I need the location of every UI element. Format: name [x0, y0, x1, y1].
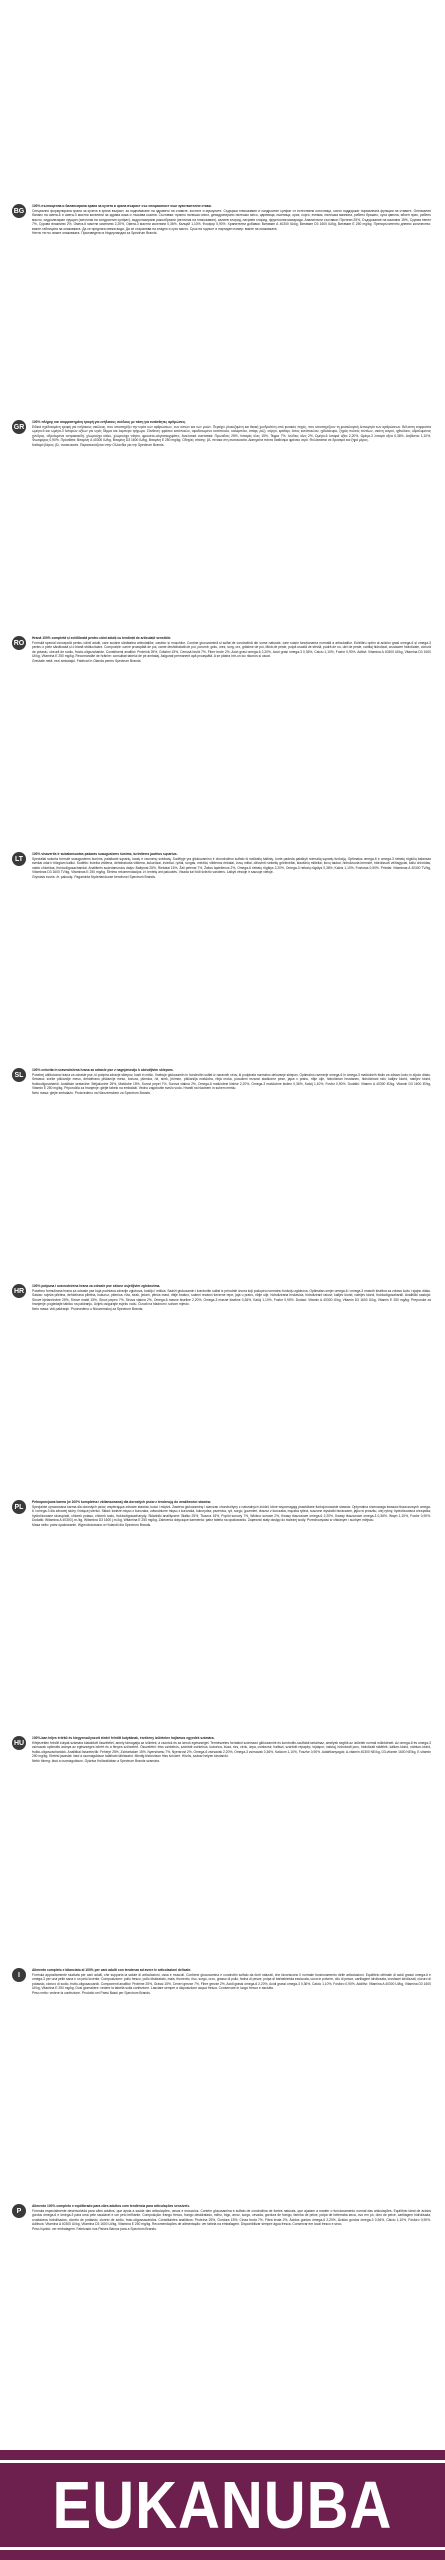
section-gr: [0, 420, 445, 632]
section-text: [32, 1968, 431, 2198]
section-body: Specialiai sukurta formulė suaugusiems šunims, palaikanti sąnarių, kaulų ir raumenų sveikatą. Sudėtyje yra gliukozamino ir chondroitino sulfato iš natūralių šaltinių, kurie padeda palaikyti normalią sąnarių funkciją. Optimalus omega-6 ir omega-3 riebalų rūgščių balansas sveikai odai ir blizgiam kailiui. Sudėtis: šviežia vištiena, dehidratuota vištiena, kukurūzai, kviečiai, ryžiai, sorgas, miežiai, vištienos riebalai, žuvų miltai, džiovinti runkelių griežinėliai, kiaušinių milteliai, žuvų taukai, hidrolizuota kremzlė, hidrolizuoti vėžiagyviai, kalio chloridas, natrio chloridas, fruktooligosacharidai. Analitinės sudedamosios dalys: Baltymai 25%, Riebalai 15%, Žali pelenai 7%, Žalios ląstelienos 2%, Omega-6 riebalų rūgštys 2,20%, Omega-3 riebalų rūgštys 0,36%, Kalcis 1,10%, Fosforas 0,90%. Priedai: Vitaminas A 40300 TV/kg, Vitaminas D3 1600 TV/kg, Vitaminas E 250 mg/kg. Šėrimo rekomendacijos: žr. lentelę ant pakuotės. Visada turi būti šviežio vandens. Laikyti vėsioje ir sausoje vietoje.: [32, 856, 431, 875]
section-body: Fórmula especialmente desenvolvida para cães adultos, que apoia a saúde das articulações, ossos e músculos. Contém glucosamina e sulfato de condroitina de fontes naturais, que ajudam a manter o funcionamento normal das articulações. Equilíbrio ideal de ácidos gordos ómega-6 e ómega-3 para uma pele saudável e um pelo brilhante. Composição: frango fresco, frango desidratado, milho, trigo, arroz, sorgo, cevada, gordura de frango, farinha de peixe, polpa de beterraba seca, ovo em pó, óleo de peixe, cartilagem hidrolisada, crustáceos hidrolisados, cloreto de potássio, cloreto de sódio, fruto-oligossacáridos. Constituintes analíticos: Proteína 25%, Gordura 15%, Cinza bruta 7%, Fibra bruta 2%, Ácidos gordos ómega-6 2,20%, Ácidos gordos ómega-3 0,36%, Cálcio 1,10%, Fósforo 0,90%. Aditivos: Vitamina A 40300 UI/kg, Vitamina D3 1600 UI/kg, Vitamina E 250 mg/kg. Recomendações de alimentação: ver tabela na embalagem. Disponibilizar sempre água fresca. Conservar em local fresco e seco.: [32, 2208, 431, 2227]
section-text: [32, 636, 431, 848]
section-headline: Alimento 100% completo e equilibrado para cães adultos com tendência para articulações sensíveis.: [32, 2204, 190, 2208]
section-headline: Hrană 100% completă și echilibrată pentru câini adulți cu tendință de articulații sensibile.: [32, 636, 172, 640]
brand-stripe-top: [0, 2460, 445, 2463]
section-text: [32, 1284, 431, 1496]
section-footer: Greutate netă: vezi ambalajul. Fabricat în Olanda pentru Spectrum Brands.: [32, 658, 142, 663]
section-headline: Alimento completo e bilanciato al 100% per cani adulti con tendenza ad avere le articolazioni delicate.: [32, 1968, 192, 1972]
section-hu: [0, 1736, 445, 1962]
language-badge: HU: [12, 1736, 26, 1750]
section-headline: 100% potpuna i uravnotežena hrana za odrasle pse sklone osjetljivim zglobovima.: [32, 1284, 161, 1288]
section-text: [32, 1736, 431, 1962]
section-pt: [0, 2204, 445, 2440]
section-body: Specjalnie opracowana karma dla dorosłych psów, wspierająca zdrowie stawów, kości i mięśni. Zawiera glukozaminę i siarczan chondroityny z naturalnych źródeł, które wspomagają prawidłowe funkcjonowanie stawów. Optymalna równowaga kwasów tłuszczowych omega-6 i omega-3 dla zdrowej skóry i lśniącej sierści. Skład: świeże mięso z kurczaka, odwodnione mięso z kurczaka, kukurydza, pszenica, ryż, sorgo, jęczmień, tłuszcz z kurczaka, mączka rybna, suszone wysłodki buraczane, jajko w proszku, olej rybny, hydrolizowana chrząstka, hydrolizowane skorupiaki, chlorek potasu, chlorek sodu, fruktooligosacharydy. Składniki analityczne: Białko 25%, Tłuszcz 15%, Popiół surowy 7%, Włókno surowe 2%, Kwasy tłuszczowe omega-6 2,20%, Kwasy tłuszczowe omega-3 0,36%, Wapń 1,10%, Fosfor 0,90%. Dodatki: Witamina A 40300 j.m./kg, Witamina D3 1600 j.m./kg, Witamina E 250 mg/kg. Zalecenia dotyczące karmienia: patrz tabela na opakowaniu. Zapewnić stały dostęp do świeżej wody. Przechowywać w chłodnym i suchym miejscu.: [32, 1504, 431, 1523]
section-sl: [0, 1068, 445, 1280]
section-footer: Grynasis svoris: žr. pakuotę. Pagaminta Nyderlanduose bendrovei Spectrum Brands.: [32, 874, 156, 879]
section-pl: [0, 1500, 445, 1730]
section-footer: Neto masa: vidi pakiranje. Proizvedeno u Nizozemskoj za Spectrum Brands.: [32, 1306, 144, 1311]
section-headline: 100%-ban teljes értékű és kiegyensúlyozott eledel felnőtt kutyáknak, érzékeny ízületekre hajlamos egyedek számára.: [32, 1736, 215, 1740]
section-footer: Masa netto: patrz opakowanie. Wyprodukowano w Holandii dla Spectrum Brands.: [32, 1522, 152, 1527]
section-body: Kifejezetten felnőtt kutyák számára kialakított összetétel, amely támogatja az ízületek, a csontok és az izmok egészségét. Természetes forrásból származó glükózamint és kondroitin-szulfátot tartalmaz, amelyek segítik az ízületek normál működését. Az omega-6 és omega-3 zsírsavak optimális aránya az egészséges bőrért és a fényes szőrzetért. Összetétel: friss csirkehús, szárított csirkehús, kukorica, búza, rizs, cirok, árpa, csirkezsír, halliszt, szárított répapép, tojáspor, halolaj, hidrolizált porc, hidrolizált rákfélék, kálium-klorid, nátrium-klorid, frukto-oligoszacharidok. Analitikai összetevők: Fehérje 25%, Zsírtartalom 15%, Nyershamu 7%, Nyersrost 2%, Omega-6 zsírsavak 2,20%, Omega-3 zsírsavak 0,36%, Kalcium 1,10%, Foszfor 0,90%. Adalékanyagok: A-vitamin 40300 NE/kg, D3-vitamin 1600 NE/kg, E-vitamin 250 mg/kg. Etetési javaslat: lásd a csomagoláson található táblázatot. Mindig biztosítson friss ivóvizet. Hűvös, száraz helyen tárolandó.: [32, 1740, 431, 1759]
section-ro: [0, 636, 445, 848]
section-text: [32, 2204, 431, 2440]
section-text: [32, 852, 431, 1064]
section-text: [32, 420, 431, 632]
section-body: Formulă special concepută pentru câinii adulți, care susține sănătatea articulațiilor, oaselor și mușchilor. Conține glucozamină și sulfat de condroitină din surse naturale, care susțin funcționarea normală a articulațiilor. Echilibru optim al acizilor grași omega-6 și omega-3 pentru o piele sănătoasă și o blană strălucitoare. Compoziție: carne proaspătă de pui, carne deshidratată de pui, porumb, grâu, orez, sorg, orz, grăsime de pui, făină de pește, pulpă uscată de sfeclă, pudră de ou, ulei de pește, cartilaj hidrolizat, crustacee hidrolizate, clorură de potasiu, clorură de sodiu, fructo-oligozaharide. Constituenți analitici: Proteină 25%, Grăsimi 15%, Cenușă brută 7%, Fibre brute 2%, Acizi grași omega-6 2,20%, Acizi grași omega-3 0,36%, Calciu 1,10%, Fosfor 0,90%. Aditivi: Vitamina A 40300 UI/kg, Vitamina D3 1600 UI/kg, Vitamina E 250 mg/kg. Recomandări de hrănire: consultați tabelul de pe ambalaj. Asigurați permanent apă proaspătă. A se păstra într-un loc răcoros și uscat.: [32, 640, 431, 659]
section-text: [32, 1068, 431, 1280]
language-badge: SL: [12, 1068, 26, 1082]
section-text: [32, 204, 431, 416]
section-body: Posebno formulirana hrana za odrasle pse koja podržava zdravlje zglobova, kostiju i mišića. Sadrži glukozamin i kondroitin sulfat iz prirodnih izvora koji podupiru normalnu funkciju zglobova. Optimalan omjer omega-6 i omega-3 masnih kiselina za zdravu kožu i sjajnu dlaku. Sastav: svježa piletina, dehidrirana piletina, kukuruz, pšenica, riža, sirak, ječam, pileća mast, riblje brašno, sušeni rezanci šećerne repe, jaja u prahu, riblje ulje, hidrolizirana hrskavica, hidrolizirani rakovi, kalijev klorid, natrijev klorid, fruktooligosaharidi. Analitički sastojci: Sirove bjelančevine 25%, Sirove masti 15%, Sirovi pepeo 7%, Sirova vlakna 2%, Omega-6 masne kiseline 2,20%, Omega-3 masne kiseline 0,36%, Kalcij 1,10%, Fosfor 0,90%. Dodaci: Vitamin A 40300 IJ/kg, Vitamin D3 1600 IJ/kg, Vitamin E 250 mg/kg. Preporuke za hranjenje: pogledajte tablicu na pakiranju. Uvijek osigurajte svježu vodu. Čuvati na hladnom i suhom mjestu.: [32, 1288, 431, 1307]
section-headline: 100% celovita in uravnotežena hrana za odrasle pse z nagnjenostjo k občutljivim sklepom.: [32, 1068, 174, 1072]
section-footer: Peso netto: vedere la confezione. Prodotto nei Paesi Bassi per Spectrum Brands.: [32, 1990, 151, 1995]
section-bg: [0, 204, 445, 416]
section-text: [32, 1500, 431, 1730]
section-headline: 100% пълноценна и балансирана храна за кучета в зряла възраст със специалност към чувствителни стави.: [32, 204, 212, 208]
language-badge: HR: [12, 1284, 26, 1298]
language-badge: PL: [12, 1500, 26, 1514]
language-badge: GR: [12, 420, 26, 434]
section-lt: [0, 852, 445, 1064]
section-footer: Καθαρό βάρος: βλ. συσκευασία. Παρασκευάζεται στην Ολλανδία για την Spectrum Brands.: [32, 442, 165, 447]
section-footer: Neto masa: glejte embalažo. Proizvedeno na Nizozemskem za Spectrum Brands.: [32, 1090, 151, 1095]
language-badge: LT: [12, 852, 26, 866]
section-hr: [0, 1284, 445, 1496]
section-headline: Pełnoporcjowa karma (w 100% kompletna i zbilansowana) dla dorosłych psów z tendencją do wrażliwości stawów.: [32, 1500, 212, 1504]
section-body: Специално формулирана храна за кучета в зряла възраст, за подпомагане на здравето на ставите, костите и мускулите. Съдържа глюкозамин и хондроитин сулфат от естествени източници, които поддържат нормалната функция на ставите. Оптимален баланс на омега-6 и омега-3 мастни киселини за здрава кожа и лъскава козина. Съставки: прясно пилешко месо, дехидратирано пилешко месо, царевица, пшеница, ориз, сорго, ечемик, пилешка мазнина, рибено брашно, суха цвекла, яйчен прах, рибено масло, хидролизиран хрущял (източник на хондроитин сулфат), хидролизирани ракообразни (източник на глюкозамин), калиев хлорид, натриев хлорид, фруктоолигозахариди. Аналитични съставки: Протеин 25%, Съдържание на мазнини 15%, Сурова пепел 7%, Сурови влакнини 2%, Омега-6 мастни киселини 2,20%, Омега-3 мастни киселини 0,36%, Калций 1,10%, Фосфор 0,90%. Хранителни добавки: Витамин А 40300 IU/kg, Витамин D3 1600 IU/kg, Витамин Е 250 mg/kg. Препоръчително дневно количество: вижте таблицата на опаковката. Да се предлага свежа вода. Да се съхранява на хладно и сухо място. Срок на годност и партиден номер: вижте на опаковката.: [32, 208, 431, 231]
section-footer: Peso líquido: ver embalagem. Fabricado nos Países Baixos para a Spectrum Brands.: [32, 2226, 157, 2231]
section-body: Posebej oblikovana hrana za odrasle pse, ki podpira zdravje sklepov, kosti in mišic. Vsebuje glukozamin in hondroitin sulfat iz naravnih virov, ki podpirata normalno delovanje sklepov. Optimalno razmerje omega-6 in omega-3 maščobnih kislin za zdravo kožo in sijočo dlako. Sestava: sveže piščančje meso, dehidrirano piščančje meso, koruza, pšenica, riž, sirek, ječmen, piščančja maščoba, ribja moka, posušeni rezanci sladkorne pese, jajca v prahu, ribje olje, hidroliziran hrustanec, hidrolizirani raki, kalijev klorid, natrijev klorid, fruktooligosaharidi. Analitske sestavine: Beljakovine 25%, Maščobe 15%, Surovi pepel 7%, Surova vlakna 2%, Omega-6 maščobne kisline 2,20%, Omega-3 maščobne kisline 0,36%, Kalcij 1,10%, Fosfor 0,90%. Dodatki: Vitamin A 40300 IE/kg, Vitamin D3 1600 IE/kg, Vitamin E 250 mg/kg. Priporočila za hranjenje: glejte tabelo na embalaži. Vedno zagotovite svežo vodo. Hraniti na hladnem in suhem mestu.: [32, 1072, 431, 1091]
language-badge: P: [12, 2204, 26, 2218]
brand-logo: EUKANUBA: [52, 2468, 393, 2543]
section-body: Formula appositamente studiata per cani adulti, che supporta la salute di articolazioni, ossa e muscoli. Contiene glucosamina e condroitin solfato da fonti naturali, che favoriscono il normale funzionamento delle articolazioni. Equilibrio ottimale di acidi grassi omega-6 e omega-3 per una pelle sana e un pelo lucente. Composizione: pollo fresco, pollo disidratato, mais, frumento, riso, sorgo, orzo, grasso di pollo, farina di pesce, polpa di barbabietola essiccata, uova in polvere, olio di pesce, cartilagine idrolizzata, crostacei idrolizzati, cloruro di potassio, cloruro di sodio, frutto-oligosaccaridi. Componenti analitici: Proteine 25%, Grassi 15%, Ceneri grezze 7%, Fibre grezze 2%, Acidi grassi omega-6 2,20%, Acidi grassi omega-3 0,36%, Calcio 1,10%, Fosforo 0,90%. Additivi: Vitamina A 40300 UI/kg, Vitamina D3 1600 UI/kg, Vitamina E 250 mg/kg. Dosi giornaliere: vedere la tabella sulla confezione. Lasciare sempre a disposizione acqua fresca. Conservare in luogo fresco e asciutto.: [32, 1972, 431, 1991]
section-footer: Nettó tömeg: lásd a csomagoláson. Gyártva Hollandiában a Spectrum Brands számára.: [32, 1758, 160, 1763]
language-badge: I: [12, 1968, 26, 1982]
language-badge: BG: [12, 204, 26, 218]
section-headline: 100% visavertis ir subalansuotas pašaras suaugusiems šunims, turintiems jautrius sąnarius.: [32, 852, 178, 856]
section-footer: Нетно тегло: вижте опаковката. Произведено в Нидерландия за Spectrum Brands.: [32, 231, 158, 236]
brand-stripe-bottom: [0, 2547, 445, 2550]
section-it: [0, 1968, 445, 2198]
section-headline: 100% πλήρης και ισορροπημένη τροφή για ενήλικους σκύλους με τάση για ευαίσθητες αρθρώσεις.: [32, 420, 187, 424]
language-badge: RO: [12, 636, 26, 650]
section-body: Ειδικά σχεδιασμένη τροφή για ενήλικους σκύλους, που υποστηρίζει την υγεία των αρθρώσεων, των οστών και των μυών. Περιέχει γλυκοζαμίνη και θειική χονδροϊτίνη από φυσικές πηγές, που υποστηρίζουν τη φυσιολογική λειτουργία των αρθρώσεων. Βέλτιστη ισορροπία ωμέγα-6 και ωμέγα-3 λιπαρών οξέων για υγιές δέρμα και λαμπερό τρίχωμα. Σύνθεση: φρέσκο κοτόπουλο, αφυδατωμένο κοτόπουλο, καλαμπόκι, σιτάρι, ρύζι, σόργο, κριθάρι, λίπος κοτόπουλου, ιχθυάλευρο, ξηρός πολτός τεύτλων, σκόνη αυγού, ιχθυέλαιο, υδρολυμένος χόνδρος, υδρολυμένα οστρακοειδή, χλωριούχο κάλιο, χλωριούχο νάτριο, φρουκτο-ολιγοσακχαρίτες. Αναλυτικά συστατικά: Πρωτεΐνες 25%, Λιπαρές ύλες 15%, Τέφρα 7%, Ινώδεις ύλες 2%, Ωμέγα-6 λιπαρά οξέα 2,20%, Ωμέγα-3 λιπαρά οξέα 0,36%, Ασβέστιο 1,10%, Φωσφόρος 0,90%. Πρόσθετα: Βιταμίνη A 40300 IU/kg, Βιταμίνη D3 1600 IU/kg, Βιταμίνη E 250 mg/kg. Οδηγίες σίτισης: βλ. πίνακα στη συσκευασία. Διατηρείτε πάντα διαθέσιμο φρέσκο νερό. Φυλάσσεται σε δροσερό και ξηρό μέρος.: [32, 424, 431, 443]
